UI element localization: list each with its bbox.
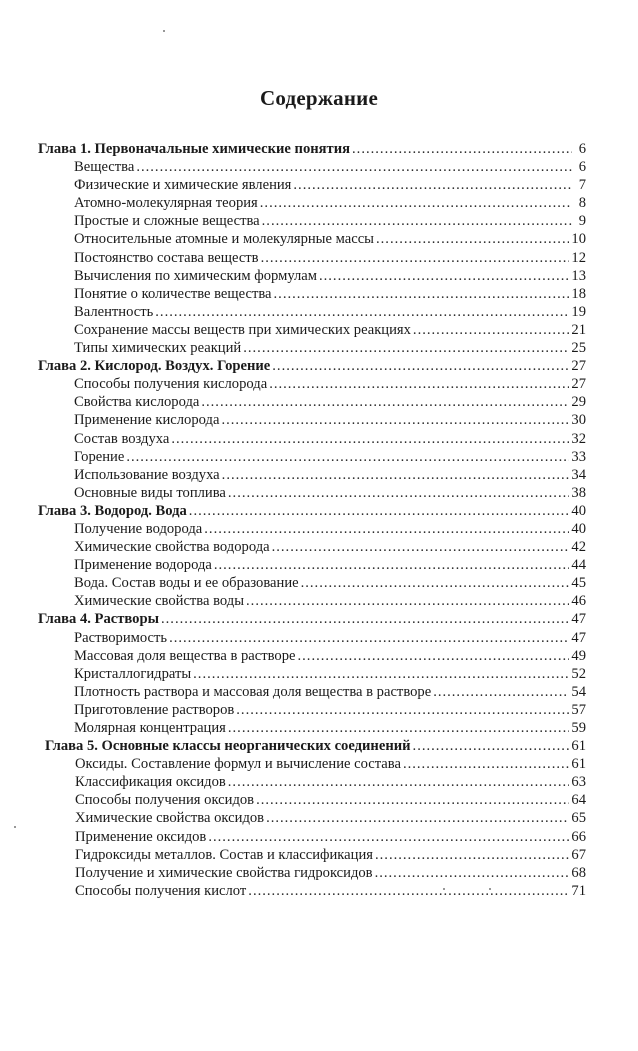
page-number: 12	[571, 249, 586, 266]
section-title: Оксиды. Составление формул и вычисление состава	[75, 756, 401, 773]
page-number: 30	[571, 412, 586, 429]
toc-section-entry	[38, 791, 586, 809]
toc-section-entry	[38, 864, 586, 882]
page-number: 25	[571, 340, 586, 357]
section-title: Атомно-молекулярная теория	[74, 195, 258, 212]
dot-leader	[272, 357, 569, 375]
toc-section-entry	[38, 520, 586, 538]
dot-leader	[222, 466, 570, 484]
toc-section-entry	[38, 683, 586, 701]
dot-leader	[298, 647, 570, 665]
dot-leader	[214, 556, 570, 574]
dot-leader	[171, 430, 569, 448]
toc-section-entry	[38, 430, 586, 448]
scan-speck	[489, 888, 491, 890]
section-title: Горение	[74, 448, 125, 465]
toc-section-entry	[38, 755, 586, 773]
page-number: 18	[571, 285, 586, 302]
page-number: 19	[571, 303, 586, 320]
chapter-title: Глава 3. Водород. Вода	[38, 502, 187, 519]
page-number: 7	[578, 177, 586, 194]
toc-section-entry	[38, 828, 586, 846]
page-number: 54	[571, 683, 586, 700]
dot-leader	[228, 719, 570, 737]
page-number: 32	[571, 430, 586, 447]
dot-leader	[201, 393, 569, 411]
toc-section-entry	[38, 375, 586, 393]
toc-section-entry	[38, 212, 586, 230]
dot-leader	[403, 755, 569, 773]
toc-section-entry	[38, 719, 586, 737]
section-title: Свойства кислорода	[74, 394, 200, 411]
dot-leader	[319, 267, 569, 285]
page-number: 66	[571, 828, 586, 845]
dot-leader	[243, 339, 569, 357]
page-title: Содержание	[260, 86, 378, 110]
section-title: Массовая доля вещества в растворе	[74, 647, 296, 664]
page-number: 13	[571, 267, 586, 284]
page-number: 45	[571, 575, 586, 592]
page-number: 10	[571, 231, 586, 248]
section-title: Плотность раствора и массовая доля вещества в растворе	[74, 683, 432, 700]
toc-section-entry	[38, 411, 586, 429]
toc-chapter-entry	[38, 357, 586, 375]
page-number: 71	[571, 882, 586, 899]
dot-leader	[375, 864, 570, 882]
toc-section-entry	[38, 176, 586, 194]
toc-chapter-entry	[38, 610, 586, 628]
dot-leader	[262, 212, 572, 230]
page-number: 27	[571, 358, 586, 375]
section-title: Состав воздуха	[74, 430, 170, 447]
page-number: 61	[571, 738, 586, 755]
page-number: 68	[571, 864, 586, 881]
scan-speck	[163, 30, 165, 32]
toc-section-entry	[38, 339, 586, 357]
toc-section-entry	[38, 484, 586, 502]
dot-leader	[228, 484, 570, 502]
section-title: Классификация оксидов	[75, 774, 226, 791]
dot-leader	[193, 665, 569, 683]
dot-leader	[256, 791, 569, 809]
page-number: 8	[578, 195, 586, 212]
dot-leader	[155, 303, 569, 321]
toc-section-entry	[38, 701, 586, 719]
toc-section-entry	[38, 592, 586, 610]
page-number: 6	[578, 141, 586, 157]
toc-section-entry	[38, 629, 586, 647]
toc-section-entry	[38, 321, 586, 339]
toc-section-entry	[38, 448, 586, 466]
toc-chapter-entry	[38, 140, 586, 158]
page-number: 44	[571, 557, 586, 574]
dot-leader	[204, 520, 569, 538]
table-of-contents	[38, 140, 586, 900]
page-number: 34	[571, 466, 586, 483]
dot-leader	[246, 592, 569, 610]
section-title: Вода. Состав воды и ее образование	[74, 575, 299, 592]
section-title: Способы получения кислорода	[74, 376, 268, 393]
scan-speck	[443, 888, 445, 890]
toc-chapter-entry	[38, 502, 586, 520]
chapter-title: Глава 2. Кислород. Воздух. Горение	[38, 358, 271, 375]
page-number: 38	[571, 484, 586, 501]
dot-leader	[136, 158, 572, 176]
chapter-title: Глава 1. Первоначальные химические понятия	[38, 141, 351, 157]
page-number: 63	[571, 774, 586, 791]
dot-leader	[189, 502, 570, 520]
toc-section-entry	[38, 466, 586, 484]
section-title: Применение кислорода	[74, 412, 220, 429]
dot-leader	[221, 411, 569, 429]
page-number: 49	[571, 647, 586, 664]
dot-leader	[413, 321, 569, 339]
dot-leader	[169, 629, 569, 647]
page-number: 46	[571, 593, 586, 610]
page-number: 67	[571, 846, 586, 863]
toc-section-entry	[38, 773, 586, 791]
page-number: 47	[571, 629, 586, 646]
section-title: Молярная концентрация	[74, 720, 226, 736]
dot-leader	[376, 230, 569, 248]
section-title: Химические свойства водорода	[74, 539, 270, 556]
dot-leader	[208, 828, 569, 846]
page-number: 33	[571, 448, 586, 465]
page-number: 47	[571, 611, 586, 628]
section-title: Получение и химические свойства гидроксидов	[75, 864, 373, 881]
toc-chapter-entry	[38, 737, 586, 755]
toc-section-entry	[38, 647, 586, 665]
section-title: Использование воздуха	[74, 466, 220, 483]
page-number: 59	[571, 720, 586, 736]
section-title: Простые и сложные вещества	[74, 213, 260, 230]
page-number: 27	[571, 376, 586, 393]
toc-section-entry	[38, 303, 586, 321]
page-number: 57	[571, 701, 586, 718]
dot-leader	[352, 140, 572, 158]
toc-section-entry	[38, 665, 586, 683]
page-number: 40	[571, 520, 586, 537]
section-title: Кристаллогидраты	[74, 665, 192, 682]
dot-leader	[236, 701, 569, 719]
dot-leader	[375, 846, 569, 864]
dot-leader	[126, 448, 569, 466]
page-number: 21	[571, 321, 586, 338]
dot-leader	[433, 683, 569, 701]
section-title: Постоянство состава веществ	[74, 249, 259, 266]
chapter-title: Глава 5. Основные классы неорганических соединений	[45, 738, 411, 755]
section-title: Растворимость	[74, 629, 168, 646]
section-title: Применение оксидов	[75, 828, 207, 845]
page-number: 52	[571, 665, 586, 682]
section-title: Сохранение массы веществ при химических реакциях	[74, 321, 411, 338]
dot-leader	[261, 249, 570, 267]
section-title: Относительные атомные и молекулярные массы	[74, 231, 374, 248]
toc-section-entry	[38, 285, 586, 303]
section-title: Приготовление растворов	[74, 701, 235, 718]
dot-leader	[413, 737, 570, 755]
toc-section-entry	[38, 249, 586, 267]
section-title: Гидроксиды металлов. Состав и классификация	[75, 846, 373, 863]
section-title: Понятие о количестве вещества	[74, 285, 272, 302]
toc-section-entry	[38, 574, 586, 592]
scan-speck	[14, 826, 16, 828]
page-number: 6	[578, 159, 586, 176]
page-number: 40	[571, 502, 586, 519]
section-title: Способы получения оксидов	[75, 792, 255, 809]
dot-leader	[274, 285, 570, 303]
toc-section-entry	[38, 158, 586, 176]
dot-leader	[248, 882, 569, 900]
page-number: 64	[571, 792, 586, 809]
toc-section-entry	[38, 809, 586, 827]
dot-leader	[228, 773, 570, 791]
toc-section-entry	[38, 882, 586, 900]
dot-leader	[269, 375, 569, 393]
chapter-title: Глава 4. Растворы	[38, 611, 159, 628]
page-number: 61	[571, 756, 586, 773]
dot-leader	[272, 538, 570, 556]
dot-leader	[260, 194, 572, 212]
toc-section-entry	[38, 230, 586, 248]
section-title: Вычисления по химическим формулам	[74, 267, 317, 284]
page-number: 29	[571, 394, 586, 411]
section-title: Получение водорода	[74, 520, 203, 537]
dot-leader	[161, 610, 569, 628]
toc-section-entry	[38, 538, 586, 556]
toc-section-entry	[38, 393, 586, 411]
section-title: Способы получения кислот	[75, 882, 247, 899]
section-title: Валентность	[74, 303, 154, 320]
page-number: 42	[571, 539, 586, 556]
section-title: Химические свойства оксидов	[75, 810, 265, 827]
section-title: Вещества	[74, 159, 135, 176]
page-number: 65	[571, 810, 586, 827]
page-number: 9	[578, 213, 586, 230]
section-title: Применение водорода	[74, 557, 212, 574]
toc-section-entry	[38, 267, 586, 285]
section-title: Типы химических реакций	[74, 340, 242, 357]
toc-section-entry	[38, 194, 586, 212]
dot-leader	[301, 574, 570, 592]
section-title: Физические и химические явления	[74, 177, 292, 194]
section-title: Основные виды топлива	[74, 484, 226, 501]
toc-section-entry	[38, 846, 586, 864]
dot-leader	[293, 176, 572, 194]
toc-section-entry	[38, 556, 586, 574]
section-title: Химические свойства воды	[74, 593, 245, 610]
dot-leader	[266, 809, 569, 827]
